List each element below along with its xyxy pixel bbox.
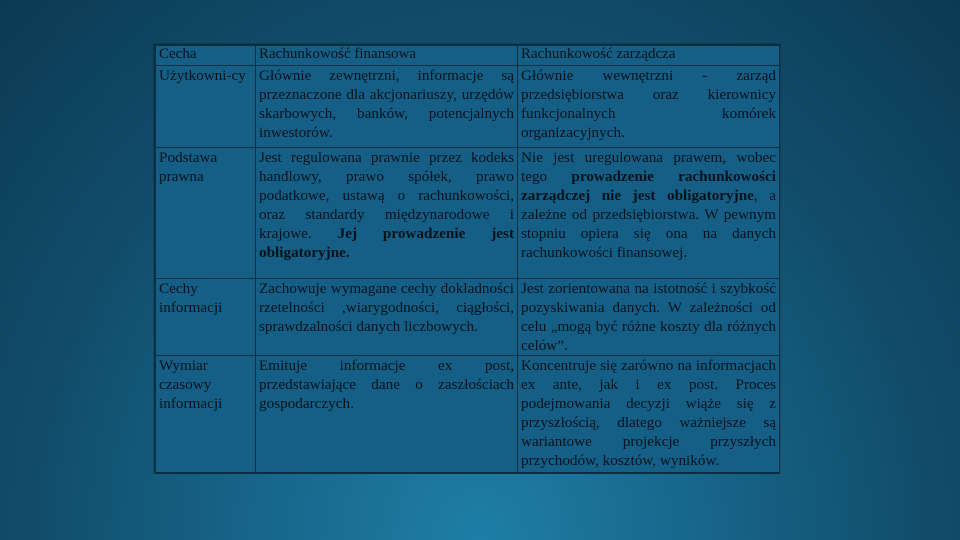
financial-bold-text: Jej prowadzenie jest obligatoryjne. xyxy=(259,225,514,261)
financial-cell: Głównie zewnętrzni, informacje są przeznaczone dla akcjonariuszy, urzędów skarbowych, banków, potencjalnych inwestorów. xyxy=(256,66,518,148)
table-row xyxy=(156,356,780,474)
header-managerial-accounting: Rachunkowość zarządcza xyxy=(518,46,780,66)
financial-cell xyxy=(256,148,518,279)
row-feature-cell: Użytkowni-cy xyxy=(156,66,256,148)
row-feature-cell: Podstawa prawna xyxy=(156,148,256,279)
header-financial-accounting: Rachunkowość finansowa xyxy=(256,46,518,66)
comparison-table-container xyxy=(154,44,780,473)
table-row xyxy=(156,148,780,279)
table-header-row xyxy=(156,46,780,66)
row-feature-cell: Cechy informacji xyxy=(156,279,256,356)
financial-cell: Emituje informacje ex post, przedstawiające dane o zaszłościach gospodarczych. xyxy=(256,356,518,474)
managerial-text: Nie jest uregulowana prawem, wobec tego xyxy=(521,149,776,185)
managerial-bold-text: prowadzenie rachunkowości zarządczej nie jest obligatoryjne xyxy=(521,168,776,204)
table-row xyxy=(156,66,780,148)
managerial-text-end: , a zależne od przedsiębiorstwa. W pewnym stopniu opiera się ona na danych rachunkowości finansowej. xyxy=(521,187,776,261)
managerial-cell xyxy=(518,148,780,279)
table-row xyxy=(156,279,780,356)
comparison-table xyxy=(155,45,780,474)
header-feature: Cecha xyxy=(156,46,256,66)
managerial-cell: Jest zorientowana na istotność i szybkość pozyskiwania danych. W zależności od celu „mogą być różne koszty dla różnych celów”. xyxy=(518,279,780,356)
financial-cell: Zachowuje wymagane cechy dokładności rzetelności ,wiarygodności, ciągłości, sprawdzalności danych liczbowych. xyxy=(256,279,518,356)
financial-text: Jest regulowana prawnie przez kodeks handlowy, prawo spółek, prawo podatkowe, ustawą o rachunkowości, oraz standardy międzynarodowe i krajowe. xyxy=(259,149,514,242)
row-feature-cell: Wymiar czasowy informacji xyxy=(156,356,256,474)
managerial-cell: Koncentruje się zarówno na informacjach ex ante, jak i ex post. Proces podejmowania decyzji wiąże się z przyszłością, dlatego ważniejsze są wariantowe projekcje przyszłych przychodów, kosztów, wyników. xyxy=(518,356,780,474)
managerial-cell: Głównie wewnętrzni - zarząd przedsiębiorstwa oraz kierownicy funkcjonalnych komórek organizacyjnych. xyxy=(518,66,780,148)
